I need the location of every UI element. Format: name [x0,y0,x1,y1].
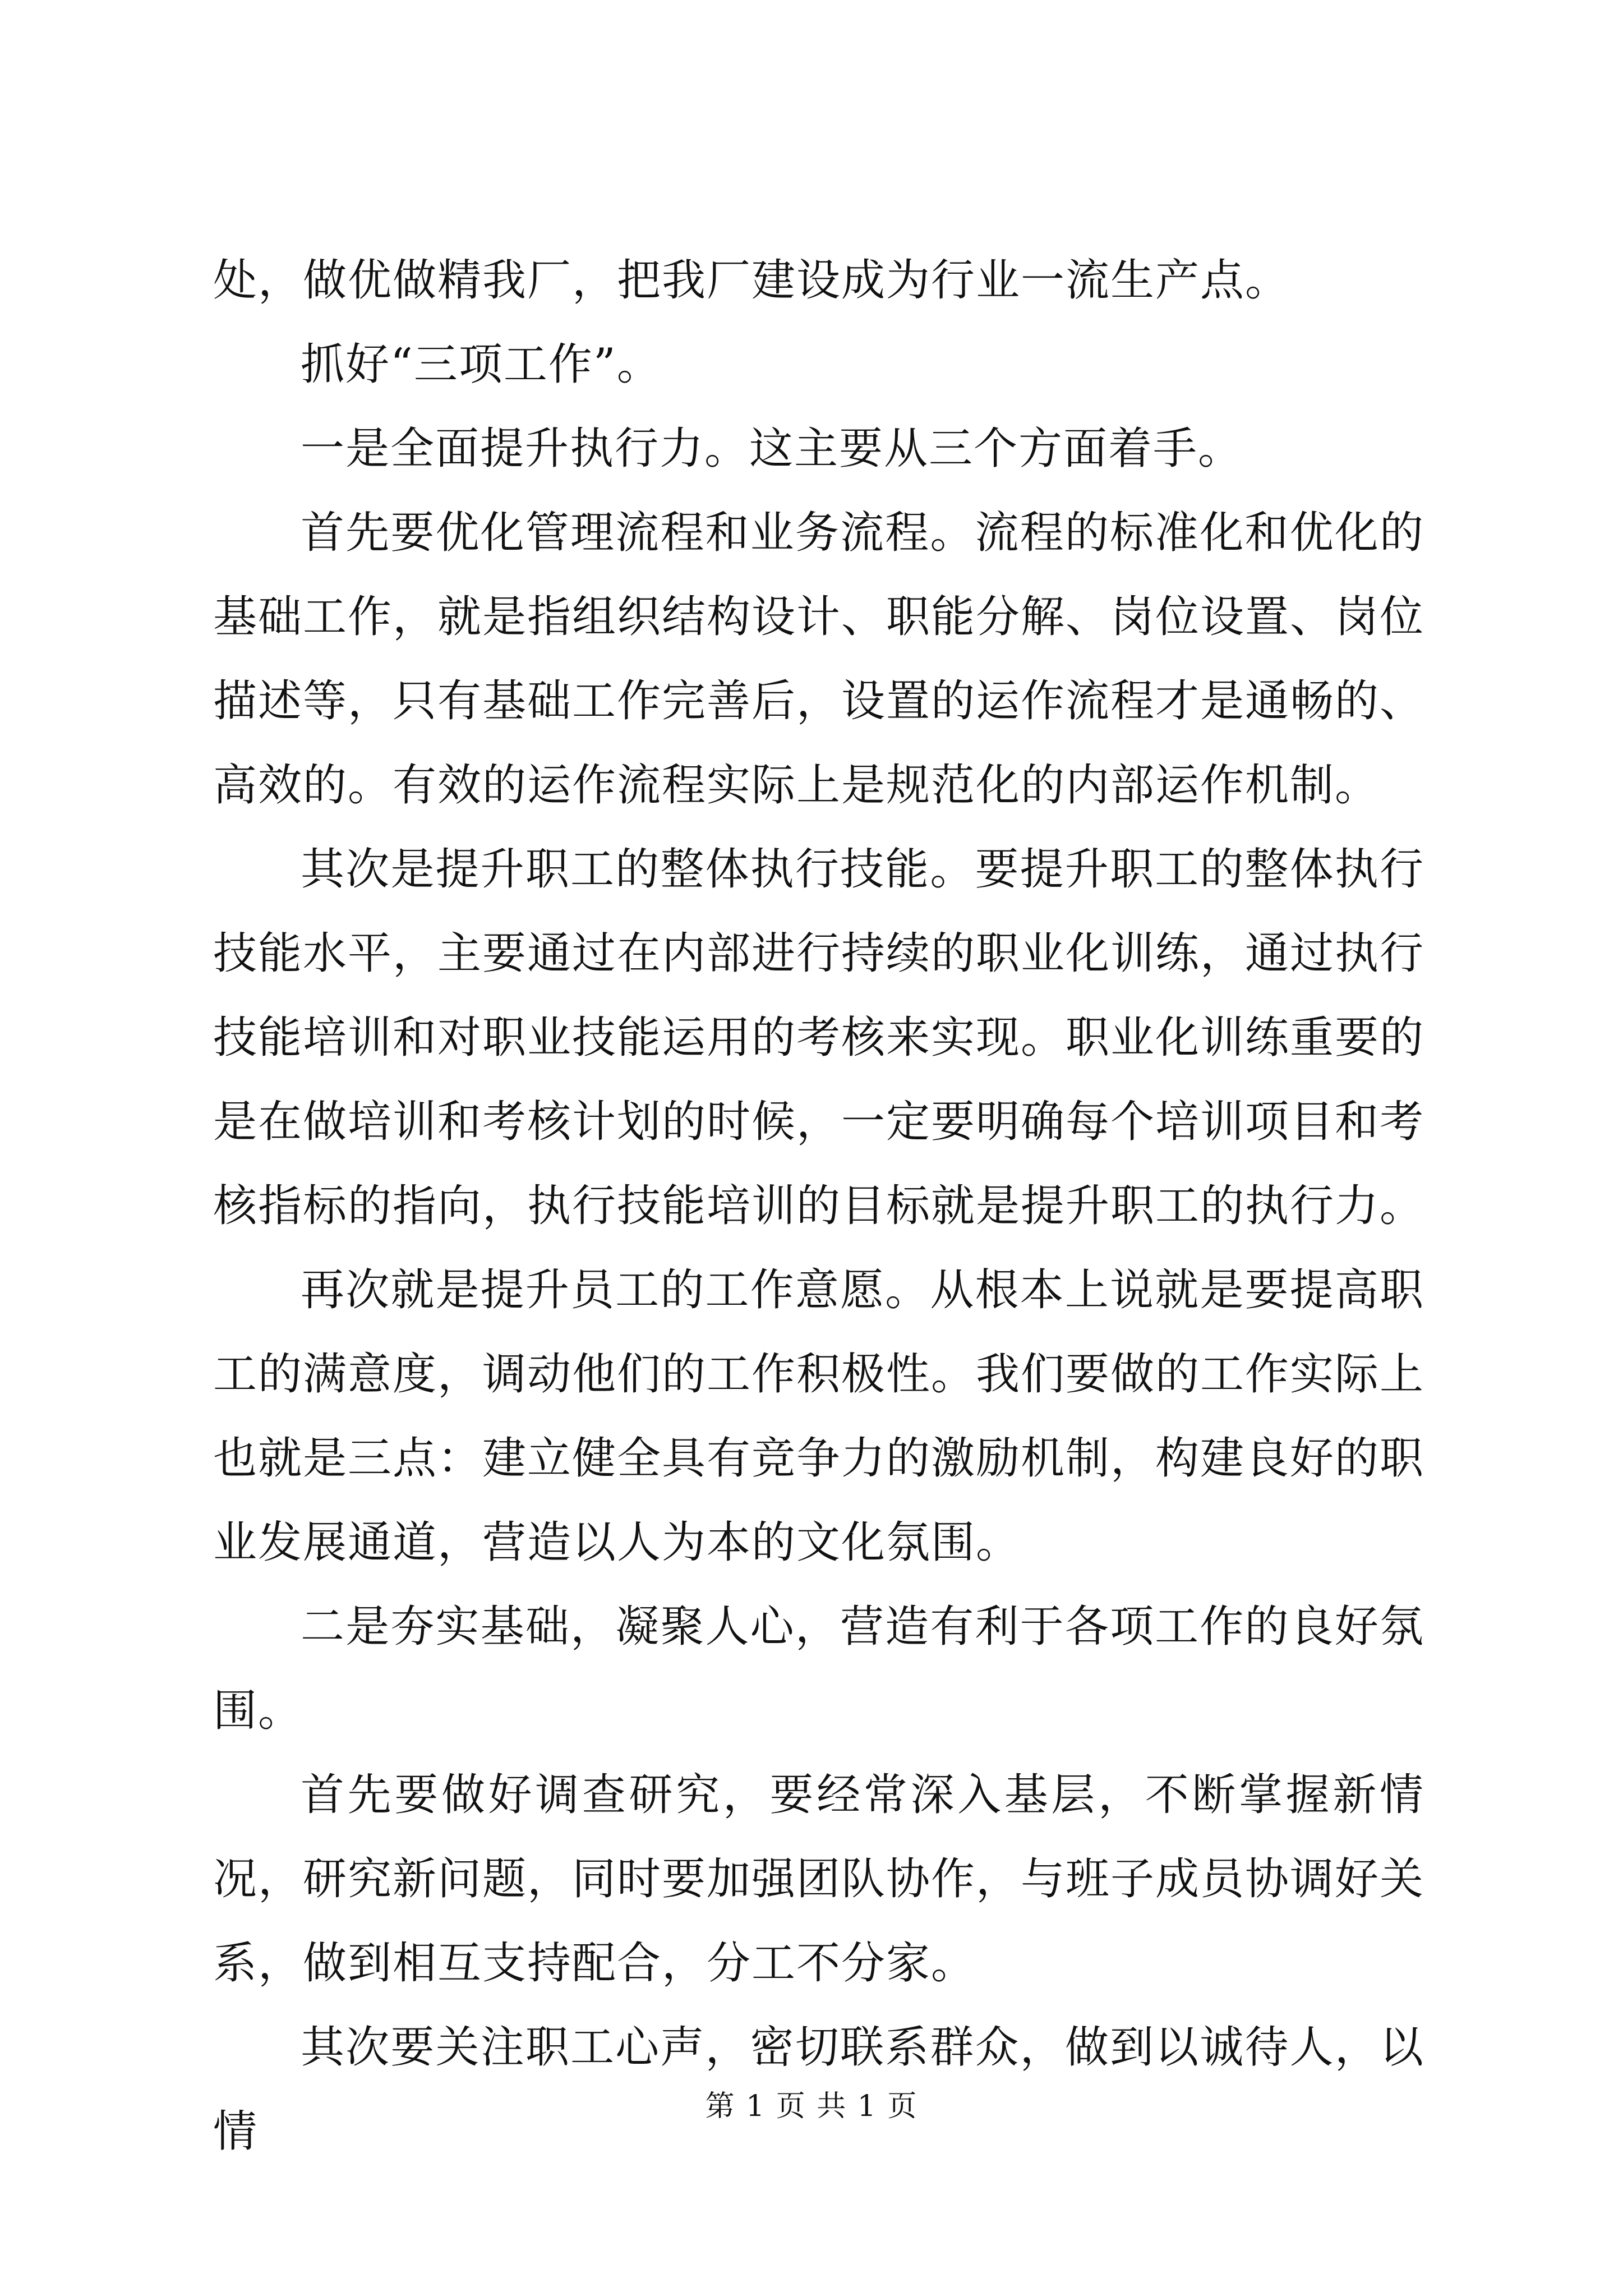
paragraph-continuation: 处，做优做精我厂，把我厂建设成为行业一流生产点。 [213,255,1290,306]
paragraph-point-two: 二是夯实基础，凝聚人心，营造有利于各项工作的良好氛围。 [213,1602,1424,1736]
paragraph-execution-skills: 其次是提升职工的整体执行技能。要提升职工的整体执行技能水平，主要通过在内部进行持续的职业化训练，通过执行技能培训和对职业技能运用的考核来实现。职业化训练重要的是在做培训和考核计划的时候，一定要明确每个培训项目和考核指标的指向，执行技能培训的目标就是提升职工的执行力。 [213,844,1425,1231]
paragraph-employee-concerns: 其次要关注职工心声，密切联系群众，做到以诚待人，以情 [213,2022,1424,2157]
paragraph-research: 首先要做好调查研究，要经常深入基层，不断掌握新情况，研究新问题，同时要加强团队协作，与班子成员协调好关系，做到相互支持配合，分工不分家。 [213,1770,1425,1989]
document-body [213,238,1424,2174]
page-footer: 第 1 页 共 1 页 [705,2090,918,2123]
paragraph-work-willingness: 再次就是提升员工的工作意愿。从根本上说就是要提高职工的满意度，调动他们的工作积极性。我们要做的工作实际上也就是三点：建立健全具有竞争力的激励机制，构建良好的职业发展通道，营造以人为本的文化氛围。 [213,1265,1425,1568]
paragraph-heading-three-tasks: 抓好“三项工作”。 [301,339,662,390]
paragraph-optimize-process: 首先要优化管理流程和业务流程。流程的标准化和优化的基础工作，就是指组织结构设计、职能分解、岗位设置、岗位描述等，只有基础工作完善后，设置的运作流程才是通畅的、高效的。有效的运作流程实际上是规范化的内部运作机制。 [213,508,1425,811]
paragraph-point-one: 一是全面提升执行力。这主要从三个方面着手。 [301,424,1243,474]
